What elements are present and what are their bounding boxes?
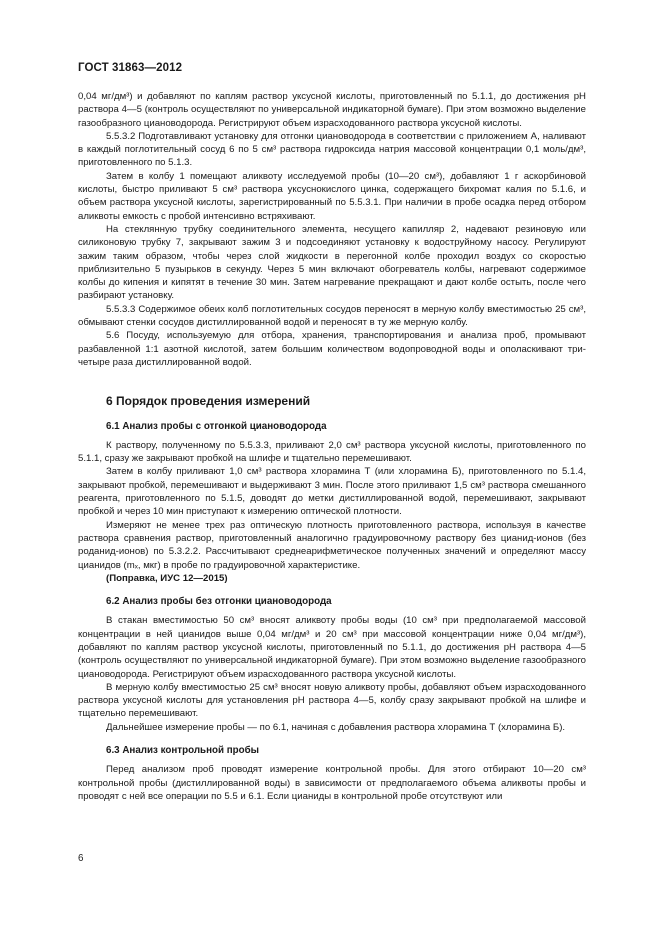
paragraph: К раствору, полученному по 5.5.3.3, приливают 2,0 см³ раствора уксусной кислоты, приготовленного по 5.1.1, сразу же закрывают пробкой на шлифе и тщательно перемешивают.	[78, 439, 586, 465]
paragraph: В мерную колбу вместимостью 25 см³ вносят новую аликвоту пробы, добавляют объем израсходованного раствора уксусной кислоты для установления pH раствора 4—5, колбу сразу закрывают пробкой на шлифе и тщательно перемешивают.	[78, 681, 586, 720]
paragraph: Перед анализом проб проводят измерение контрольной пробы. Для этого отбирают 10—20 см³ контрольной пробы (дистиллированной воды) в зависимости от предполагаемого объема аликвоты пробы и проводят с ней все операции по 5.5 и 6.1. Если цианиды в контрольной пробе отсутствуют или	[78, 764, 586, 802]
page-number: 6	[78, 853, 84, 864]
section-heading: 6 Порядок проведения измерений	[106, 394, 311, 409]
paragraph: На стеклянную трубку соединительного элемента, несущего капилляр 2, надевают резиновую или силиконовую трубку 7, закрывают зажим 3 и подсоединяют установку к водоструйному насосу. Регулируют зажим таким образом, чтобы через слой жидкости в перегонной колбе проходил воздух со скоростью приблизительно 5 пузырьков в секунду. Через 5 мин включают обогреватель колбы, нагревают содержимое колбы до кипения и кипятят в течение 30 мин. Затем нагревание прекращают и дают колбе остыть, после чего разбирают установку.	[78, 223, 586, 302]
paragraph: 5.5.3.2 Подготавливают установку для отгонки циановодорода в соответствии с приложением А, наливают в каждый поглотительный сосуд 6 по 5 см³ раствора гидроксида натрия массовой концентрации 0,1 моль/дм³, приготовленного по 5.1.3.	[78, 130, 586, 169]
paragraph: Затем в колбу 1 помещают аликвоту исследуемой пробы (10—20 см³), добавляют 1 г аскорбиновой кислоты, быстро приливают 5 см³ раствора уксуснокислого цинка, содержащего бихромат калия по 5.1.6, и объем раствора уксусной кислоты, зарегистрированный по 5.5.3.1. При наличии в пробе осадка перед отбором аликвоты емкость с пробой интенсивно встряхивают.	[78, 170, 586, 222]
paragraph: 0,04 мг/дм³) и добавляют по каплям раствор уксусной кислоты, приготовленный по 5.1.1, до достижения pH раствора 4—5 (контроль осуществляют по универсальной индикаторной бумаге). При этом возможно выделение газообразного циановодорода. Регистрируют объем израсходованного раствора уксусной кислоты.	[78, 91, 586, 129]
paragraph: Дальнейшее измерение пробы — по 6.1, начиная с добавления раствора хлорамина Т (хлорамина Б).	[106, 721, 566, 733]
paragraph: Измеряют не менее трех раз оптическую плотность приготовленного раствора, используя в качестве раствора сравнения раствор, приготовленный аналогично градуировочному раствору без цианид-ионов (без роданид-ионов) по 5.3.2.2. Рассчитывают среднеарифметическое полученных значений и определяют массу цианидов (mₓ, мкг) в пробе по градуировочной характеристике.	[78, 519, 586, 571]
paragraph: Затем в колбу приливают 1,0 см³ раствора хлорамина Т (или хлорамина Б), приготовленного по 5.1.4, закрывают пробкой, перемешивают и выдерживают 3 мин. После этого приливают 1,5 см³ раствора смешанного реагента, приготовленного по 5.1.5, доводят до метки дистиллированной водой, перемешивают, закрывают пробкой и через 10 мин приступают к измерению оптической плотности.	[78, 466, 586, 518]
subsection-heading: 6.3 Анализ контрольной пробы	[106, 745, 260, 757]
paragraph: 5.6 Посуду, используемую для отбора, хранения, транспортирования и анализа проб, промывают разбавленной 1:1 азотной кислотой, затем большим количеством водопроводной воды и ополаскивают три-четыре раза дистиллированной водой.	[78, 330, 586, 368]
document-body	[78, 90, 586, 803]
subsection-heading: 6.1 Анализ пробы с отгонкой циановодорода	[106, 420, 327, 432]
standard-header: ГОСТ 31863—2012	[78, 62, 183, 74]
paragraph: В стакан вместимостью 50 см³ вносят аликвоту пробы воды (10 см³ при предполагаемой массовой концентрации в ней цианидов выше 0,04 мг/дм³ и 20 см³ при массовой концентрации ниже 0,04 мг/дм³), добавляют по каплям раствор уксусной кислоты, приготовленный по 5.1.1, до достижения pH раствора 4—5 (контроль осуществляют по универсальной индикаторной бумаге). При этом возможно выделение газообразного циановодорода. Регистрируют объем израсходованного раствора уксусной кислоты.	[78, 615, 586, 680]
subsection-heading: 6.2 Анализ пробы без отгонки циановодорода	[106, 596, 332, 608]
correction-note: (Поправка, ИУС 12—2015)	[106, 572, 228, 584]
paragraph: 5.5.3.3 Содержимое обеих колб поглотительных сосудов переносят в мерную колбу вместимостью 25 см³, обмывают стенки сосудов дистиллированной водой и переносят в ту же мерную колбу.	[78, 303, 586, 329]
